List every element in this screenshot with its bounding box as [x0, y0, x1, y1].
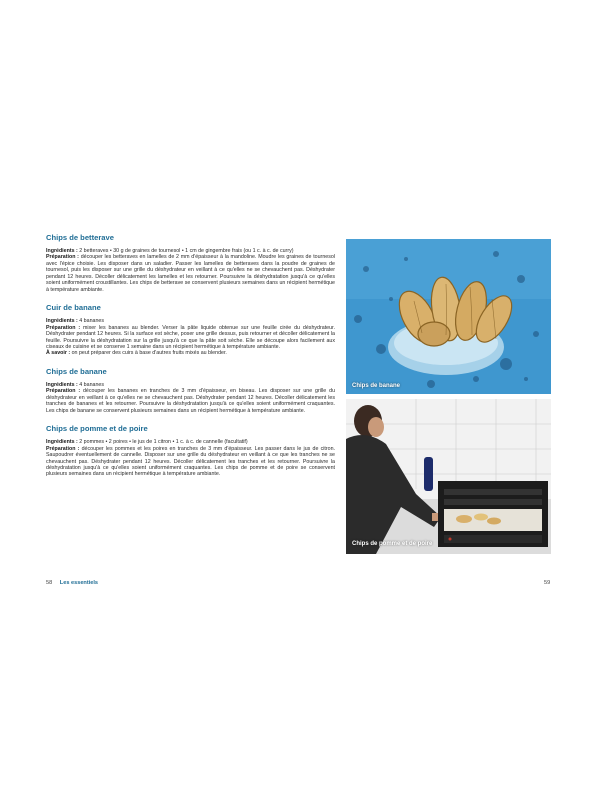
note-label: À savoir : — [46, 350, 71, 357]
recipe-title: Chips de banane — [46, 366, 107, 376]
ingredients-label: Ingrédients : — [46, 381, 78, 388]
ingredients-label: Ingrédients : — [46, 248, 78, 254]
preparation-text: découper les bananes en tranches de 3 mm d'épaisseur, en biseau. Les disposer sur une grille du déshydrateur en veillant à ce qu'elles ne se chevauchent pas. Déshydrater pendant 12 heures. Décoller délicatement les tranches de bananes et les retourner. Poursuivre la déshydratation jusqu'à ce qu'elles soient uniformément craquantes. Les chips de banane se conservent plusieurs semaines dans un récipient hermétique à température ambiante. — [46, 388, 336, 414]
preparation-text: découper les pommes et les poires en tranches de 3 mm d'épaisseur. Les passer dans le jus de citron. Saupoudrer éventuellement de cannelle. Disposer sur une grille du déshydrateur en veillant à ce que les tranches ne se chevauchent pas. Déshydrater pendant 12 heures. Décoller délicatement les tranches et les retourner. Poursuivre la déshydratation jusqu'à ce qu'elles soient uniformément craquantes. Les chips de pomme et de poire se conservent plusieurs semaines dans un récipient hermétique à température ambiante. — [46, 445, 336, 478]
photo-caption: Chips de banane — [352, 383, 401, 389]
recipe-banana-chips — [46, 367, 335, 414]
banana-chips-photo — [346, 239, 551, 394]
recipe-column — [46, 233, 335, 488]
recipe-title: Chips de betterave — [46, 233, 114, 242]
recipe-title: Chips de pomme et de poire — [46, 424, 148, 434]
preparation-label: Préparation : — [46, 254, 79, 261]
recipe-preparation — [46, 254, 335, 293]
dehydrator-photo — [346, 399, 551, 554]
ingredients-text: 4 bananes — [77, 318, 105, 325]
section-name: Les essentiels — [59, 580, 99, 586]
footer-left — [46, 580, 98, 586]
ingredients-text: 2 betteraves • 30 g de graines de tournesol • 1 cm de gingembre frais (ou 1 c. à c. de curry) — [77, 248, 294, 254]
preparation-text: mixer les bananes au blender. Verser la pâte liquide obtenue sur une feuille cirée du déshydrateur. Déshydrater pendant 12 heures. Si la surface est sèche, poser une grille dessus, puis retourner et décoller délicatement la feuille. Poursuivre la déshydratation sur la grille jusqu'à ce que la pâte soit sèche. Elle se découpe alors facilement aux ciseaux de cuisine et se conserve 1 semaine dans un récipient hermétique à température ambiante. — [46, 324, 335, 350]
preparation-label: Préparation : — [46, 445, 80, 452]
ingredients-text: 2 pommes • 2 poires • le jus de 1 citron • 1 c. à c. de cannelle (facultatif) — [77, 439, 248, 446]
recipe-title: Cuir de banane — [46, 303, 101, 313]
page-number-right: 59 — [544, 580, 551, 586]
photo-caption: Chips de pomme et de poire — [352, 541, 433, 547]
banana-chips-image — [346, 239, 551, 394]
preparation-text: découper les betteraves en lamelles de 2 mm d'épaisseur à la mandoline. Moudre les graines de tournesol avec l'épice choisie. Les disposer dans un saladier. Passer les lamelles de betteraves dans la poudre de graines de tournesol, puis les disposer sur une grille du déshydrateur en veillant à ce qu'elles ne se chevauchent pas. Déshydrater pendant 12 heures. Décoller délicatement les lamelles et les retourner. Poursuivre la déshydratation jusqu'à ce qu'elles soient uniformément croustillantes. Les chips de betterave se conservent plusieurs semaines dans un récipient hermétique à température ambiante. — [46, 254, 335, 293]
recipe-note — [46, 350, 335, 356]
dehydrator-image — [346, 399, 551, 554]
page-number: 58 — [46, 580, 53, 586]
recipe-banana-leather — [46, 303, 335, 357]
recipe-apple-pear-chips — [46, 424, 335, 478]
recipe-preparation — [46, 446, 335, 478]
note-text: on peut préparer des cuirs à base d'autres fruits mixés au blender. — [70, 350, 227, 357]
ingredients-text: 4 bananes — [77, 381, 105, 388]
recipe-preparation — [46, 388, 335, 414]
ingredients-label: Ingrédients : — [46, 439, 78, 446]
preparation-label: Préparation : — [46, 324, 81, 331]
ingredients-label: Ingrédients : — [46, 318, 78, 325]
recipe-preparation — [46, 325, 335, 351]
preparation-label: Préparation : — [46, 388, 81, 395]
recipe-beetroot-chips — [46, 233, 335, 293]
